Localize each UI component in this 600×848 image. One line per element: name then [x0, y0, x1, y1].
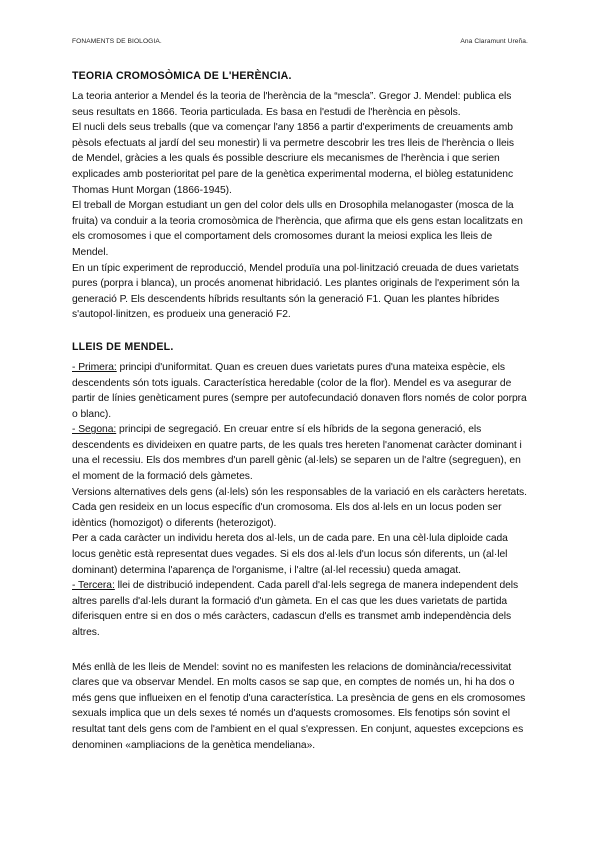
- header-author: Ana Claramunt Ureña.: [460, 38, 528, 45]
- first-law-text: principi d'uniformitat. Quan es creuen dues varietats pures d'una mateixa espècie, els descendents són tots iguals. Característica heredable (color de la flor). Mendel es va asegurar de partir de línies genèticament pures (sempre per autofecundació donaven flors només de color porpra o blanc).: [72, 361, 527, 420]
- paragraph-diploid: Per a cada caràcter un individu hereta dos al·lels, un de cada pare. En una cèl·lula diploide cada locus genètic està representat dues vegades. Si els dos al·lels d'un locus són diferents, un (al·lel dominant) determina l'aparença de l'organisme, i l'altre (al·lel recessiu) queda amagat.: [72, 533, 508, 576]
- section-title-mendel-laws: LLEIS DE MENDEL.: [72, 340, 174, 353]
- paragraph-morgan: El treball de Morgan estudiant un gen del color dels ulls en Drosophila melanogaster (mosca de la fruita) va conduir a la teoria cromosòmica de l'herència, que afirma que els gens estan localitzats en els cromosomes i que el comportament dels cromosomes durant la meiosi explica les lleis de Mendel.: [72, 200, 523, 258]
- first-law-label: - Primera:: [72, 361, 117, 373]
- paragraph-second-law: [72, 422, 528, 484]
- document-body: [72, 70, 528, 753]
- header-course: FONAMENTS DE BIOLOGIA.: [72, 38, 162, 45]
- paragraph-experiment: En un típic experiment de reproducció, Mendel produïa una pol·linització creuada de dues varietats pures (porpra i blanca), un procés anomenat hibridació. Les plantes originals de l'experiment són la generació P. Els descendents híbrids resultants són la generació F1. Quan les plantes híbrides s'autopol·linitzen, es produeix una generació F2.: [72, 262, 520, 321]
- second-law-text: principi de segregació. En creuar entre sí els híbrids de la segona generació, els descendents es divideixen en quatre parts, de les quals tres hereten l'anomenat caràcter dominant i una el recessiu. Els dos membres d'un parell gènic (al·lels) se separen un de l'altre (segreguen), en el moment de la formació dels gàmetes.: [72, 424, 522, 483]
- paragraph-third-law: [72, 578, 528, 640]
- paragraph-first-law: [72, 360, 528, 422]
- paragraph-mendel-work: El nucli dels seus treballs (que va començar l'any 1856 a partir d'experiments de creuaments amb pèsols efectuats al jardí del seu monestir) li va permetre descobrir les tres lleis de l'herència o lleis de Mendel, gràcies a les quals és possible descriure els mecanismes de l'herència i que serien explicades amb posterioritat pel pare de la genètica experimental moderna, el biòleg estatunidenc Thomas Hunt Morgan (1866-1945).: [72, 122, 514, 196]
- second-law-label: - Segona:: [72, 424, 117, 436]
- paragraph-intro: La teoria anterior a Mendel és la teoria de l'herència de la “mescla”. Gregor J. Mendel: publica els seus resultats en 1866. Teoria particulada. Es basa en l'estudi de l'herència en pèsols.: [72, 91, 512, 118]
- third-law-label: - Tercera:: [72, 580, 115, 592]
- paragraph-beyond-mendel: Més enllà de les lleis de Mendel: sovint no es manifesten les relacions de dominància/recessivitat clares que va observar Mendel. En molts casos se sap que, en comptes de només un, hi ha dos o més gens que influeixen en el fenotip d'una característica. La presència de gens en els cromosomes sexuals implica que un dels sexes té només un d'aquests cromosomes. Els fenotips són sovint el resultat tant dels gens com de l'ambient en el qual s'expressen. En conjunt, aquestes excepcions es denominen «ampliacions de la genètica mendeliana».: [72, 661, 526, 751]
- section-title-chromosomal-theory: TEORIA CROMOSÒMICA DE L'HERÈNCIA.: [72, 70, 292, 82]
- paragraph-alleles: Versions alternatives dels gens (al·lels) són les responsables de la variació en els caràcters heretats. Cada gen resideix en un locus específic d'un cromosoma. Els dos al·lels en un locus poden ser idèntics (homozigot) o diferents (heterozigot).: [72, 486, 527, 529]
- third-law-text: llei de distribució independent. Cada parell d'al·lels segrega de manera independent dels altres parells d'al·lels durant la formació d'un gàmeta. En el cas que les dues varietats de partida diferisquen entre si en dos o més caràcters, cadascun d'ells es transmet amb independència dels altres.: [72, 580, 519, 638]
